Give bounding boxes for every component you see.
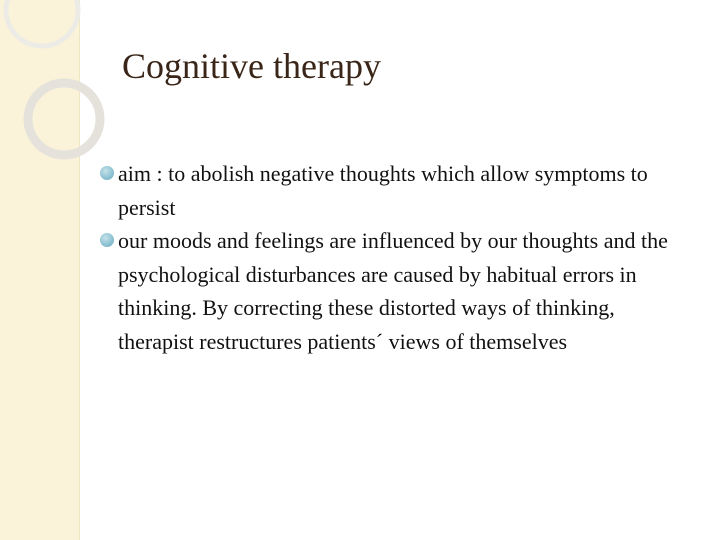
ring-decoration-icon — [0, 0, 140, 160]
bullet-item — [100, 224, 685, 358]
bullet-dot-icon — [100, 166, 114, 180]
bullet-text: our moods and feelings are influenced by our thoughts and the psychological disturbances are caused by habitual errors in thinking. By correcting these distorted ways of thinking, therapist restructures patients´ views of themselves — [118, 228, 668, 354]
bullet-item — [100, 157, 685, 224]
slide-title: Cognitive therapy — [122, 46, 381, 86]
bullet-text: aim : to abolish negative thoughts which allow symptoms to persist — [118, 161, 648, 220]
bullet-list — [100, 157, 685, 358]
bullet-dot-icon — [100, 233, 114, 247]
